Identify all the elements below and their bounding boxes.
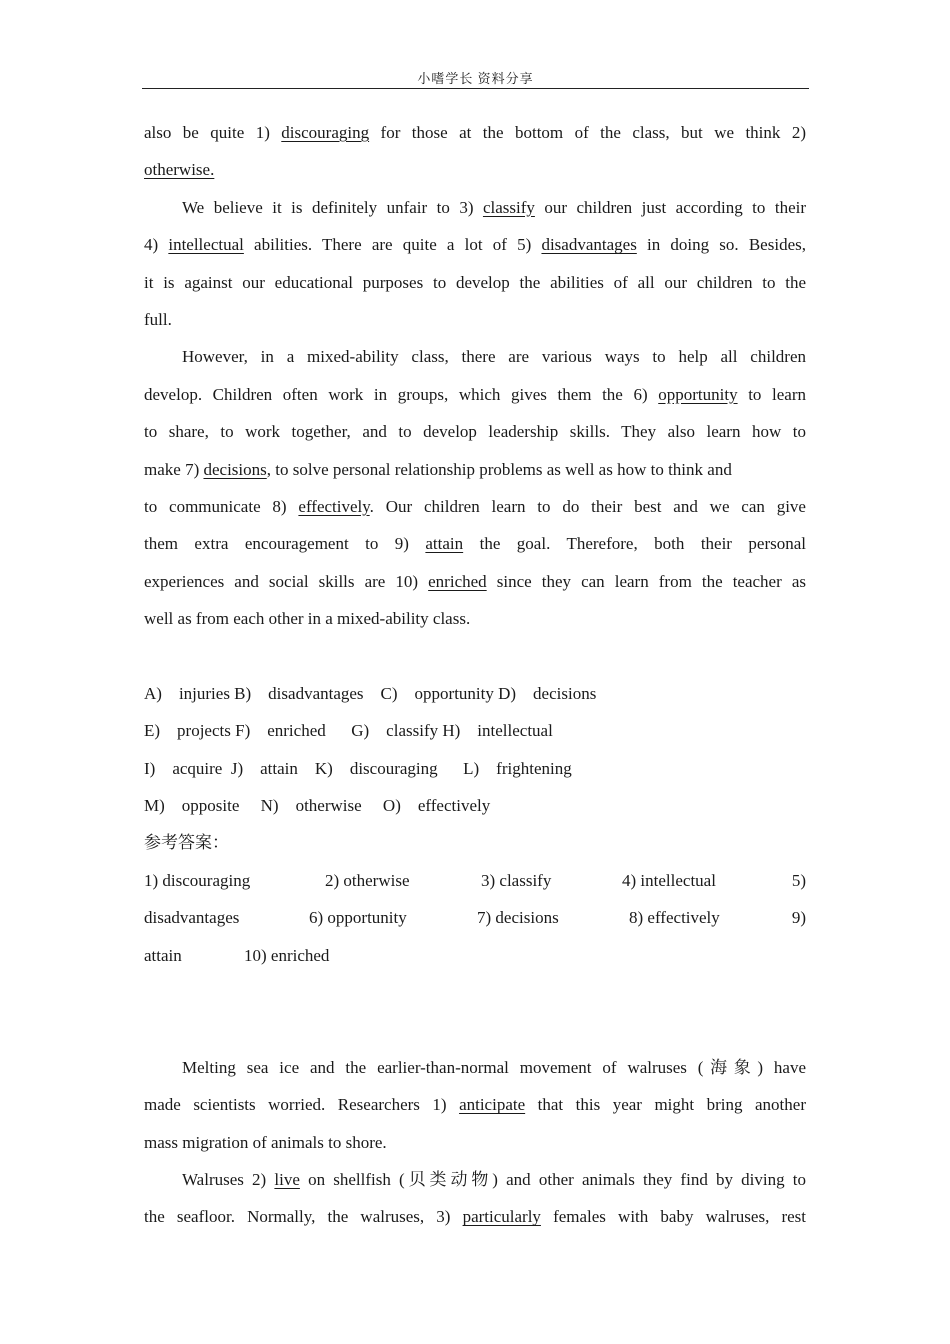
passage-line: 4) intellectual abilities. There are quite a lot of 5) disadvantages in doing so. Besides, — [144, 235, 806, 255]
passage-line: well as from each other in a mixed-ability class. — [144, 609, 471, 629]
answer-item: 10) enriched — [244, 945, 330, 965]
passage-line: to share, to work together, and to develop leadership skills. They also learn how to — [144, 422, 806, 442]
answer-blank: otherwise. — [144, 160, 215, 180]
passage-line: Melting sea ice and the earlier-than-normal movement of walruses (海象) have — [182, 1057, 806, 1077]
answer-item: disadvantages — [144, 908, 240, 928]
word-bank-row: I) acquire J) attain K) discouraging L) frightening — [144, 758, 572, 778]
answer-key — [144, 824, 806, 974]
answer-blank: attain — [425, 534, 464, 554]
answer-blank: live — [274, 1169, 300, 1189]
passage-line: also be quite 1) discouraging for those at the bottom of the class, but we think 2) — [144, 123, 806, 142]
answer-item: 4) intellectual — [622, 870, 716, 890]
passage-line: made scientists worried. Researchers 1) anticipate that this year might bring another — [144, 1095, 806, 1115]
passage-line: them extra encouragement to 9) attain the goal. Therefore, both their personal — [144, 534, 806, 554]
passage-line: full. — [144, 309, 172, 329]
passage-line — [144, 151, 806, 188]
spacer — [144, 1011, 806, 1048]
passage-line: We believe it is definitely unfair to 3) classify our children just according to their — [182, 197, 807, 217]
answer-blank: opportunity — [658, 384, 738, 404]
answer-key-row — [144, 937, 806, 974]
passage-line: mass migration of animals to shore. — [144, 1132, 387, 1152]
passage-line: the seafloor. Normally, the walruses, 3) particularly females with baby walruses, rest — [144, 1207, 806, 1227]
word-bank-row: A) injuries B) disadvantages C) opportunity D) decisions — [144, 683, 597, 703]
answer-blank: effectively — [298, 496, 370, 516]
passage-line: make 7) decisions, to solve personal relationship problems as well as how to think and — [144, 459, 732, 479]
answer-item: 1) discouraging — [144, 870, 251, 890]
passage-line: Walruses 2) live on shellfish (贝类动物) and other animals they find by diving to — [182, 1169, 806, 1189]
answer-item: 7) decisions — [477, 908, 559, 928]
word-bank — [144, 675, 806, 825]
answer-blank: particularly — [462, 1207, 541, 1227]
answer-key-row — [144, 862, 806, 899]
answer-item: attain — [144, 945, 182, 965]
answer-blank: discouraging — [281, 123, 370, 142]
answer-item: 3) classify — [481, 870, 552, 890]
passage-line: to communicate 8) effectively. Our children learn to do their best and we can give — [144, 496, 806, 516]
answer-item: 6) opportunity — [309, 908, 407, 928]
answer-item: 5) — [791, 870, 806, 890]
answer-key-row — [144, 899, 806, 936]
passage-line: However, in a mixed-ability class, there are various ways to help all children — [182, 347, 806, 367]
spacer — [144, 974, 806, 1011]
passage-line: develop. Children often work in groups, which gives them the 6) opportunity to learn — [144, 384, 806, 404]
passage-1 — [144, 114, 806, 637]
document-body — [144, 114, 806, 1236]
header-rule — [142, 88, 809, 89]
answer-blank: anticipate — [459, 1095, 526, 1115]
answer-key-label: 参考答案： — [144, 833, 229, 853]
page-header: 小嗜学长 资料分享 — [417, 71, 534, 86]
answer-blank: intellectual — [168, 235, 244, 255]
answer-item: 9) — [791, 908, 806, 928]
answer-blank: decisions — [203, 459, 267, 479]
answer-blank: disadvantages — [541, 235, 637, 255]
passage-2 — [144, 1049, 806, 1236]
answer-item: 8) effectively — [629, 908, 720, 928]
passage-line: it is against our educational purposes to develop the abilities of all our children to the — [144, 272, 806, 292]
answer-item: 2) otherwise — [325, 870, 410, 890]
word-bank-row: M) opposite N) otherwise O) effectively — [144, 796, 491, 816]
word-bank-row: E) projects F) enriched G) classify H) intellectual — [144, 721, 553, 741]
answer-blank: classify — [482, 197, 535, 217]
passage-line: experiences and social skills are 10) enriched since they can learn from the teacher as — [144, 571, 806, 591]
spacer — [144, 637, 806, 674]
answer-blank: enriched — [428, 571, 487, 591]
